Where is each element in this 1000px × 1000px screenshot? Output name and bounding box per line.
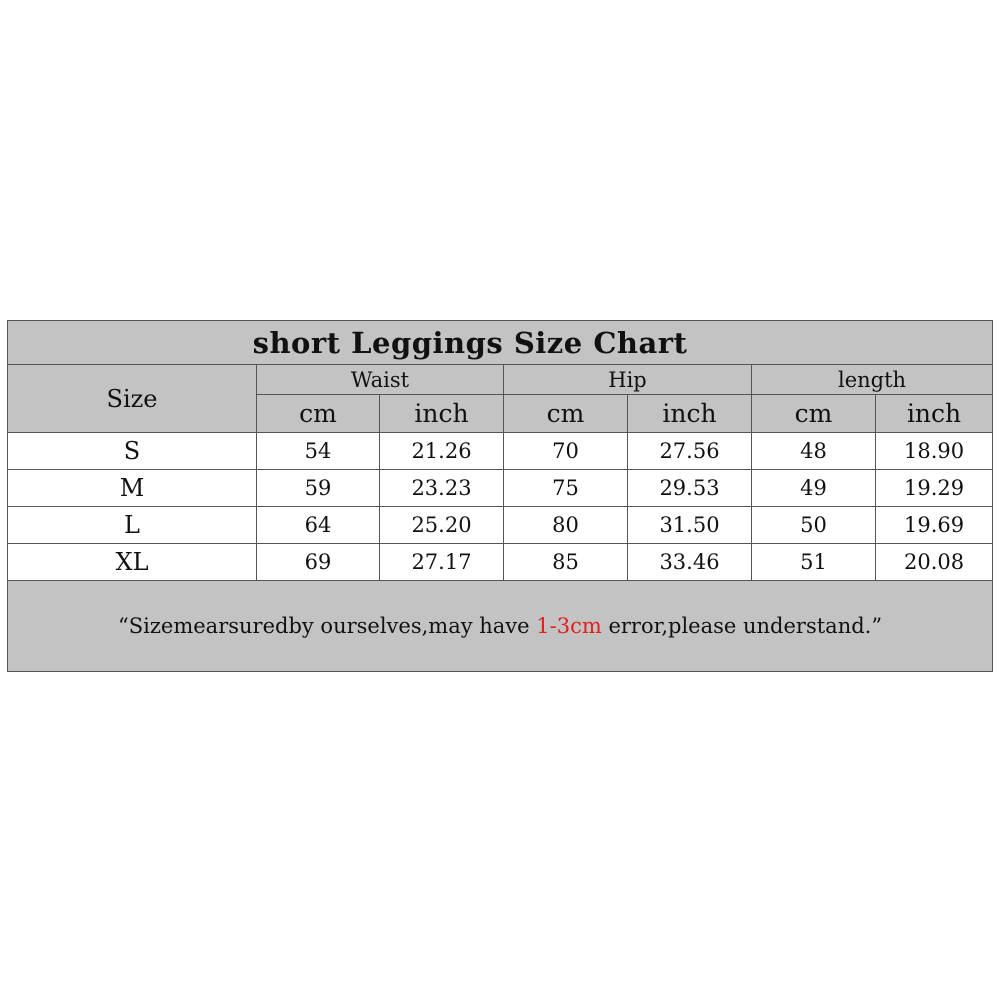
table-row: [8, 544, 993, 581]
note-text-start: “Sizemearsuredby ourselves,may have: [118, 614, 537, 638]
table-cell: 64: [257, 507, 380, 544]
measurement-note: [8, 581, 993, 672]
size-cell: XL: [8, 544, 257, 581]
length-group-header: length: [752, 365, 993, 395]
unit-header: inch: [876, 395, 993, 433]
unit-header: inch: [628, 395, 752, 433]
size-cell: M: [8, 470, 257, 507]
table-cell: 21.26: [380, 433, 504, 470]
table-row: [8, 433, 993, 470]
table-cell: 19.29: [876, 470, 993, 507]
table-cell: 31.50: [628, 507, 752, 544]
table-cell: 70: [504, 433, 628, 470]
table-cell: 75: [504, 470, 628, 507]
table-row: [8, 507, 993, 544]
table-cell: 50: [752, 507, 876, 544]
table-cell: 48: [752, 433, 876, 470]
table-cell: 54: [257, 433, 380, 470]
hip-group-header: Hip: [504, 365, 752, 395]
note-text-end: error,please understand.”: [601, 614, 883, 638]
table-cell: 23.23: [380, 470, 504, 507]
table-cell: 33.46: [628, 544, 752, 581]
note-row: [8, 581, 993, 672]
unit-header: inch: [380, 395, 504, 433]
size-column-header: Size: [8, 365, 257, 433]
note-error-range: 1-3cm: [536, 614, 602, 638]
table-cell: 69: [257, 544, 380, 581]
unit-header: cm: [257, 395, 380, 433]
table-cell: 18.90: [876, 433, 993, 470]
table-cell: 25.20: [380, 507, 504, 544]
table-cell: 59: [257, 470, 380, 507]
size-cell: L: [8, 507, 257, 544]
unit-header: cm: [752, 395, 876, 433]
size-cell: S: [8, 433, 257, 470]
chart-title-cell: [8, 321, 993, 365]
table-cell: 27.17: [380, 544, 504, 581]
table-cell: 19.69: [876, 507, 993, 544]
waist-group-header: Waist: [257, 365, 504, 395]
group-header-row: [8, 365, 993, 395]
table-cell: 85: [504, 544, 628, 581]
title-row: [8, 321, 993, 365]
unit-header: cm: [504, 395, 628, 433]
size-chart-table: [7, 320, 993, 672]
chart-title: short Leggings Size Chart: [252, 325, 688, 360]
table-cell: 80: [504, 507, 628, 544]
table-row: [8, 470, 993, 507]
table-cell: 27.56: [628, 433, 752, 470]
table-cell: 49: [752, 470, 876, 507]
table-cell: 51: [752, 544, 876, 581]
table-cell: 29.53: [628, 470, 752, 507]
table-cell: 20.08: [876, 544, 993, 581]
